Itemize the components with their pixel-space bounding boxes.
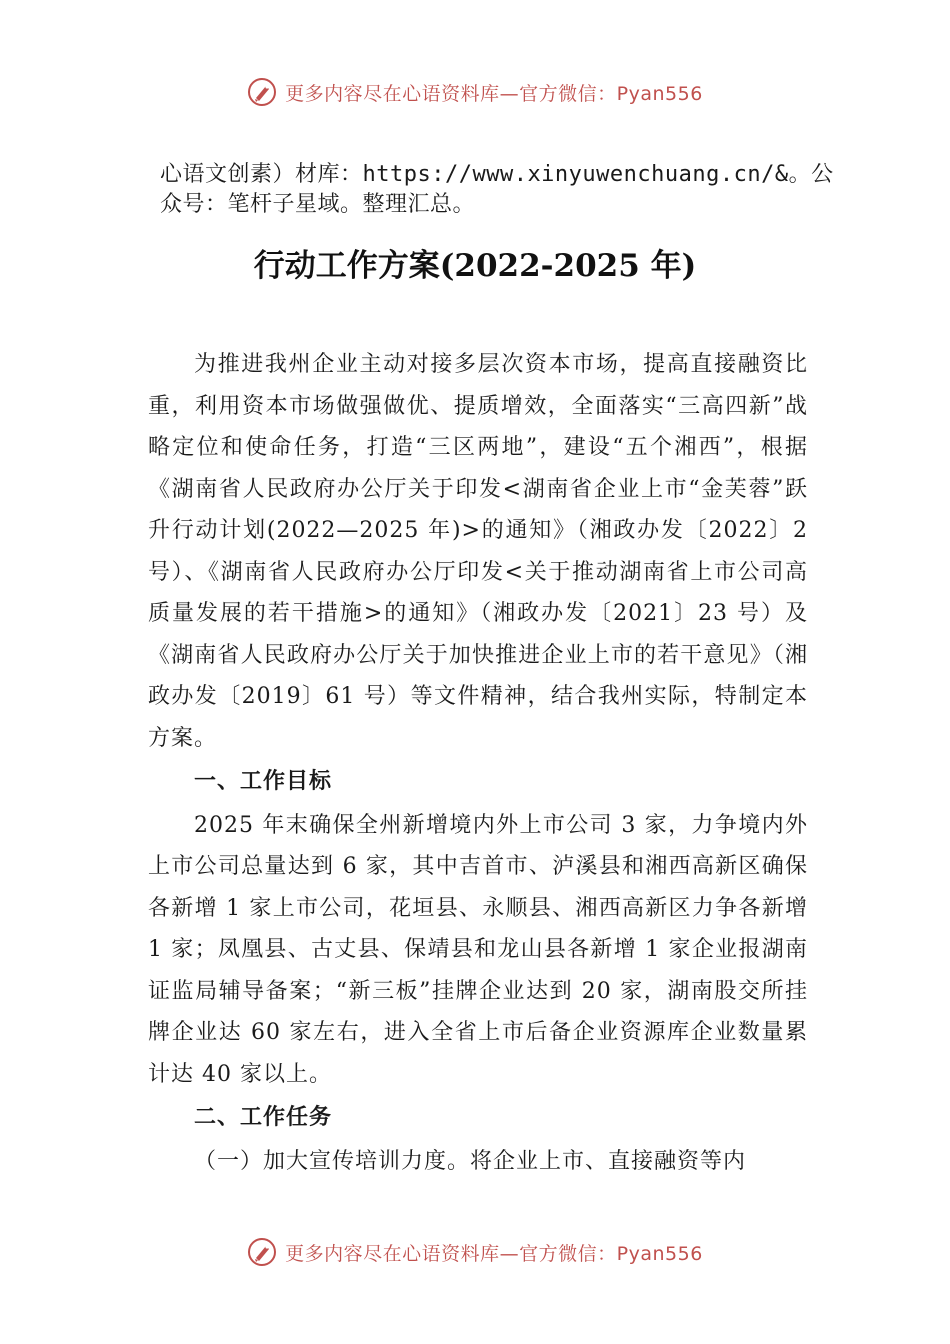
source-note: 心语文创素）材库：https://www.xinyuwenchuang.cn/&。公众号：笔杆子星域。整理汇总。 xyxy=(160,162,834,217)
intro-paragraph: 为推进我州企业主动对接多层次资本市场，提高直接融资比重，利用资本市场做强做优、提质增效，全面落实“三高四新”战略定位和使命任务，打造“三区两地”，建设“五个湘西”，根据《湖南省人民政府办公厅关于印发<湖南省企业上市“金芙蓉”跃升行动计划(2022—2025 年)>的通知》（湘政办发〔2022〕2 号）、《湖南省人民政府办公厅印发<关于推动湖南省上市公司高质量发展的若干措施>的通知》（湘政办发〔2021〕23 号）及《湖南省人民政府办公厅关于加快推进企业上市的若干意见》（湘政办发〔2019〕61 号）等文件精神，结合我州实际，特制定本方案。 xyxy=(148,352,808,751)
task-paragraph: （一）加大宣传培训力度。将企业上市、直接融资等内 xyxy=(194,1148,747,1174)
pen-nib-logo-icon xyxy=(247,1237,277,1267)
document-body xyxy=(148,344,808,1182)
pen-nib-logo-icon xyxy=(247,77,277,107)
document-title: 行动工作方案(2022-2025 年) xyxy=(253,248,697,284)
section-heading-goals: 一、工作目标 xyxy=(194,769,333,794)
watermark-text: 更多内容尽在心语资料库—官方微信：Pyan556 xyxy=(285,1242,703,1265)
watermark-text: 更多内容尽在心语资料库—官方微信：Pyan556 xyxy=(285,82,703,105)
header-watermark xyxy=(0,72,950,112)
goals-paragraph: 2025 年末确保全州新增境内外上市公司 3 家，力争境内外上市公司总量达到 6 家，其中吉首市、泸溪县和湘西高新区确保各新增 1 家上市公司，花垣县、永顺县、湘西高新区力争各新增 1 家；凤凰县、古丈县、保靖县和龙山县各新增 1 家企业报湖南证监局辅导备案；“新三板”挂牌企业达到 20 家，湖南股交所挂牌企业达 60 家左右，进入全省上市后备企业资源库企业数量累计达 40 家以上。 xyxy=(148,812,808,1087)
section-heading-tasks: 二、工作任务 xyxy=(194,1105,333,1130)
footer-watermark xyxy=(0,1232,950,1272)
